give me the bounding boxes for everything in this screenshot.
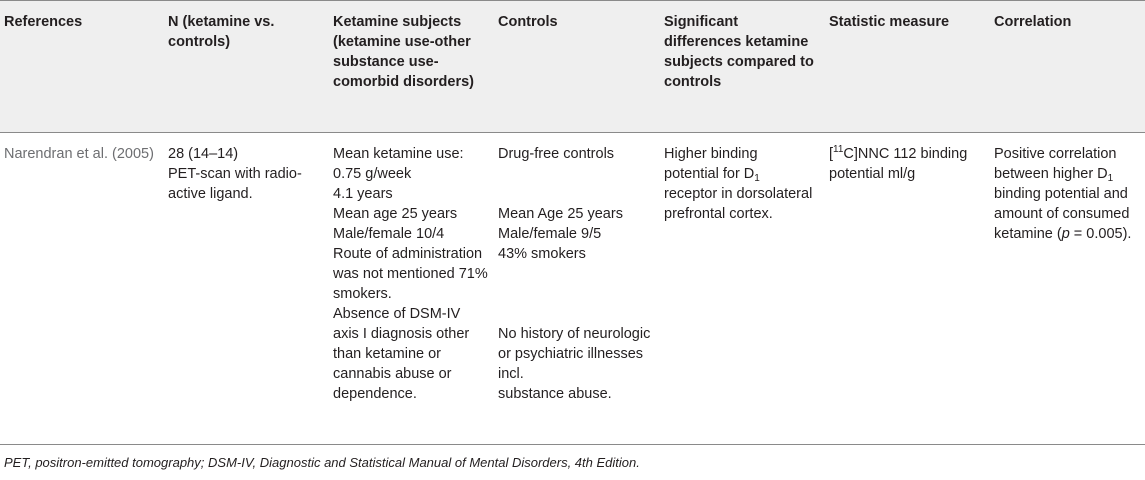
n-method: PET-scan with radio-active ligand. xyxy=(168,166,302,202)
cell-reference: Narendran et al. (2005) xyxy=(4,146,154,162)
cell-n xyxy=(168,144,318,204)
header-rule xyxy=(0,132,1145,133)
cell-statistic-measure xyxy=(829,144,981,184)
controls-age: Mean Age 25 years xyxy=(498,206,623,222)
top-rule xyxy=(0,0,1145,1)
corr-text-end: = 0.005). xyxy=(1069,226,1132,242)
table-footnote: PET, positron-emitted tomography; DSM-IV, Diagnostic and Statistical Manual of Mental Disorders, 4th Edition. xyxy=(4,455,640,470)
header-statistic-measure: Statistic measure xyxy=(829,14,950,30)
cell-correlation xyxy=(994,144,1142,244)
cell-controls xyxy=(498,144,653,404)
corr-text-mid: binding potential and amount of consumed ketamine ( xyxy=(994,186,1130,242)
sig-text-post: receptor in dorsolateral prefrontal cortex. xyxy=(664,186,813,222)
stat-text: C]NNC 112 binding potential ml/g xyxy=(829,146,968,182)
spacer xyxy=(498,264,653,304)
corr-subscript: 1 xyxy=(1107,173,1114,184)
sig-text-pre: Higher binding potential for D xyxy=(664,146,758,182)
ketamine-use: Mean ketamine use: 0.75 g/week xyxy=(333,146,464,182)
bottom-rule xyxy=(0,444,1145,445)
stat-superscript: 11 xyxy=(833,144,844,155)
header-correlation: Correlation xyxy=(994,14,1072,30)
controls-history: No history of neurologic or psychiatric illnesses incl. xyxy=(498,326,651,382)
corr-p-symbol: p xyxy=(1061,226,1070,242)
ketamine-sex: Male/female 10/4 xyxy=(333,226,445,242)
ketamine-years: 4.1 years xyxy=(333,186,393,202)
header-n: N (ketamine vs. controls) xyxy=(168,14,275,50)
ketamine-route: Route of administration was not mentioned 71% smokers. xyxy=(333,246,488,302)
cell-ketamine-subjects xyxy=(333,144,488,404)
ketamine-age: Mean age 25 years xyxy=(333,206,458,222)
cell-significant-differences xyxy=(664,144,814,224)
header-references: References xyxy=(4,14,83,30)
sig-subscript: 1 xyxy=(754,173,760,184)
controls-sex: Male/female 9/5 xyxy=(498,226,602,242)
header-controls: Controls xyxy=(498,14,558,30)
controls-type: Drug-free controls xyxy=(498,146,615,162)
n-sample-size: 28 (14–14) xyxy=(168,146,239,162)
controls-smokers: 43% smokers xyxy=(498,246,586,262)
header-ketamine-subjects: Ketamine subjects (ketamine use-other substance use-comorbid disorders) xyxy=(333,14,474,90)
spacer xyxy=(498,304,653,324)
controls-substance: substance abuse. xyxy=(498,386,612,402)
spacer xyxy=(498,164,653,204)
header-significant-differences: Significant differences ketamine subjects compared to controls xyxy=(664,14,814,90)
stat-bracket: [ xyxy=(829,146,834,162)
ketamine-absence: Absence of DSM-IV axis I diagnosis other than ketamine or cannabis abuse or dependence. xyxy=(333,306,470,402)
corr-text-pre: Positive correlation between higher D xyxy=(994,146,1117,182)
